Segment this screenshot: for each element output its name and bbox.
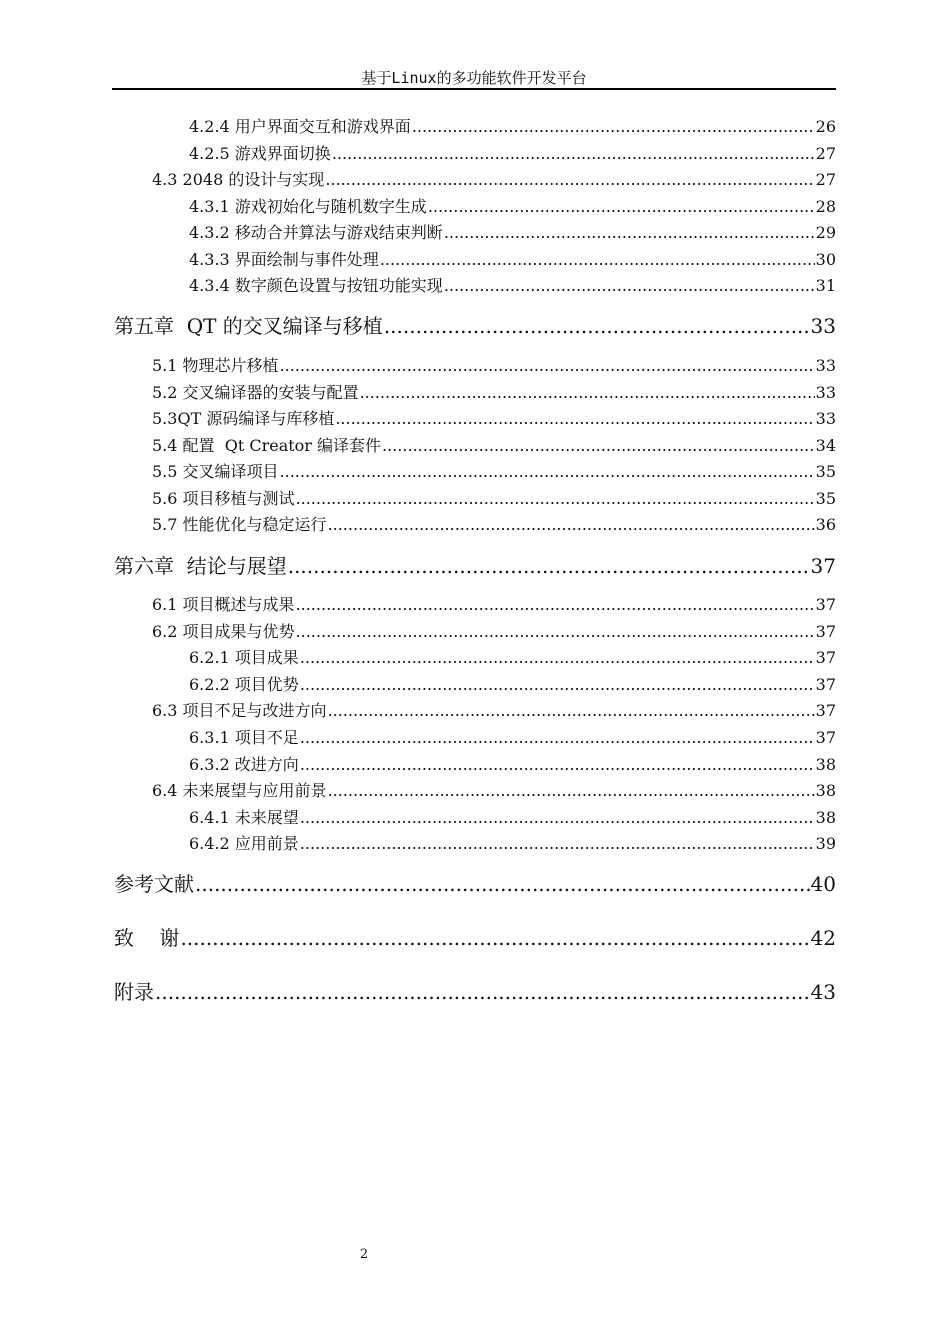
- toc-entry[interactable]: [152, 621, 836, 643]
- dot-leader: [280, 355, 815, 377]
- toc-entry-page: 37: [815, 675, 836, 694]
- toc-entry-page: 42: [810, 926, 836, 950]
- page-number: 2: [359, 1247, 369, 1262]
- dot-leader: [328, 780, 815, 802]
- dot-leader: [288, 552, 810, 580]
- toc-entry[interactable]: [152, 488, 836, 510]
- dot-leader: [325, 169, 814, 191]
- toc-entry-title: 4.3 2048 的设计与实现: [152, 170, 325, 189]
- toc-entry-title: 4.3.4 数字颜色设置与按钮功能实现: [189, 276, 443, 295]
- toc-entry[interactable]: [189, 196, 836, 218]
- dot-leader: [328, 700, 815, 722]
- dot-leader: [296, 621, 815, 643]
- toc-entry-title: 第六章 结论与展望: [114, 554, 287, 578]
- dot-leader: [300, 727, 815, 749]
- dot-leader: [384, 312, 810, 340]
- toc-entry-page: 38: [815, 781, 836, 800]
- toc-entry[interactable]: [189, 727, 836, 749]
- toc-entry-page: 39: [815, 834, 836, 853]
- toc-entry[interactable]: [152, 700, 836, 722]
- toc-entry[interactable]: [189, 833, 836, 855]
- toc-entry-page: 37: [815, 728, 836, 747]
- dot-leader: [300, 754, 815, 776]
- toc-entry-page: 27: [815, 170, 836, 189]
- toc-entry[interactable]: [189, 674, 836, 696]
- toc-entry-title: 4.3.3 界面绘制与事件处理: [189, 250, 379, 269]
- toc-entry[interactable]: [189, 249, 836, 271]
- toc-entry-title: 6.2.2 项目优势: [189, 675, 299, 694]
- dot-leader: [335, 408, 814, 430]
- toc-entry-page: 38: [815, 808, 836, 827]
- toc-entry-page: 38: [815, 755, 836, 774]
- dot-leader: [300, 807, 815, 829]
- dot-leader: [155, 978, 810, 1006]
- toc-entry-page: 26: [815, 117, 836, 136]
- toc-entry-title: 参考文献: [114, 872, 194, 896]
- toc-entry-page: 35: [815, 489, 836, 508]
- toc-entry[interactable]: [114, 870, 836, 898]
- dot-leader: [360, 382, 815, 404]
- toc-entry-title: 5.2 交叉编译器的安装与配置: [152, 383, 359, 402]
- dot-leader: [332, 143, 815, 165]
- toc-entry-page: 31: [815, 276, 836, 295]
- dot-leader: [296, 594, 815, 616]
- toc-entry[interactable]: [189, 807, 836, 829]
- toc-entry-page: 37: [815, 648, 836, 667]
- toc-entry-title: 6.4.1 未来展望: [189, 808, 299, 827]
- toc-entry-page: 37: [815, 595, 836, 614]
- toc-entry[interactable]: [114, 978, 836, 1006]
- toc-entry-page: 35: [815, 462, 836, 481]
- toc-entry-page: 34: [815, 436, 836, 455]
- toc-entry-page: 33: [810, 314, 836, 338]
- dot-leader: [280, 461, 815, 483]
- toc-entry[interactable]: [152, 169, 836, 191]
- toc-entry[interactable]: [189, 222, 836, 244]
- toc-entry-title: 6.3.2 改进方向: [189, 755, 299, 774]
- toc-entry-title: 4.2.5 游戏界面切换: [189, 144, 331, 163]
- toc-entry[interactable]: [189, 275, 836, 297]
- toc-entry-title: 5.1 物理芯片移植: [152, 356, 279, 375]
- toc-entry-title: 5.5 交叉编译项目: [152, 462, 279, 481]
- toc-entry[interactable]: [189, 116, 836, 138]
- toc-entry-page: 29: [815, 223, 836, 242]
- toc-entry[interactable]: [152, 435, 836, 457]
- toc-entry-page: 33: [815, 356, 836, 375]
- dot-leader: [380, 249, 815, 271]
- toc-entry[interactable]: [152, 780, 836, 802]
- dot-leader: [300, 833, 815, 855]
- toc-entry-title: 致 谢: [114, 926, 180, 950]
- dot-leader: [412, 116, 815, 138]
- dot-leader: [444, 275, 815, 297]
- toc-entry-page: 30: [815, 250, 836, 269]
- toc-entry[interactable]: [189, 143, 836, 165]
- toc-entry-title: 5.4 配置 Qt Creator 编译套件: [152, 436, 382, 455]
- toc-entry-page: 28: [815, 197, 836, 216]
- dot-leader: [328, 514, 815, 536]
- toc-entry-title: 5.6 项目移植与测试: [152, 489, 295, 508]
- toc-entry-title: 4.2.4 用户界面交互和游戏界面: [189, 117, 411, 136]
- toc-entry-page: 37: [815, 701, 836, 720]
- toc-entry-title: 6.2.1 项目成果: [189, 648, 299, 667]
- toc-entry-page: 43: [810, 980, 836, 1004]
- toc-entry-title: 4.3.1 游戏初始化与随机数字生成: [189, 197, 427, 216]
- toc-entry[interactable]: [152, 355, 836, 377]
- dot-leader: [428, 196, 815, 218]
- toc-entry[interactable]: [152, 408, 836, 430]
- toc-entry-page: 40: [810, 872, 836, 896]
- toc-entry[interactable]: [114, 924, 836, 952]
- toc-entry-page: 37: [815, 622, 836, 641]
- dot-leader: [444, 222, 815, 244]
- dot-leader: [296, 488, 815, 510]
- toc-entry-page: 33: [815, 409, 836, 428]
- toc-entry-title: 附录: [114, 980, 154, 1004]
- toc-entry[interactable]: [189, 754, 836, 776]
- page-header: 基于Linux的多功能软件开发平台: [361, 69, 587, 87]
- toc-entry[interactable]: [114, 552, 836, 580]
- toc-entry[interactable]: [152, 594, 836, 616]
- toc-entry[interactable]: [152, 514, 836, 536]
- dot-leader: [300, 647, 815, 669]
- toc-entry-title: 6.2 项目成果与优势: [152, 622, 295, 641]
- dot-leader: [300, 674, 815, 696]
- toc-entry-title: 5.3QT 源码编译与库移植: [152, 409, 335, 428]
- toc-entry-title: 6.1 项目概述与成果: [152, 595, 295, 614]
- toc-entry[interactable]: [152, 382, 836, 404]
- toc-entry[interactable]: [114, 312, 836, 340]
- toc-entry[interactable]: [152, 461, 836, 483]
- toc-entry-page: 36: [815, 515, 836, 534]
- toc-entry-title: 4.3.2 移动合并算法与游戏结束判断: [189, 223, 443, 242]
- toc-entry-title: 6.4.2 应用前景: [189, 834, 299, 853]
- dot-leader: [195, 870, 810, 898]
- toc-entry-page: 33: [815, 383, 836, 402]
- toc-entry-title: 6.4 未来展望与应用前景: [152, 781, 327, 800]
- toc-entry-title: 第五章 QT 的交叉编译与移植: [114, 314, 383, 338]
- toc-entry-page: 27: [815, 144, 836, 163]
- toc-entry-title: 6.3.1 项目不足: [189, 728, 299, 747]
- dot-leader: [382, 435, 815, 457]
- toc-entry[interactable]: [189, 647, 836, 669]
- dot-leader: [180, 924, 809, 952]
- toc-entry-page: 37: [810, 554, 836, 578]
- toc-entry-title: 5.7 性能优化与稳定运行: [152, 515, 327, 534]
- toc-entry-title: 6.3 项目不足与改进方向: [152, 701, 327, 720]
